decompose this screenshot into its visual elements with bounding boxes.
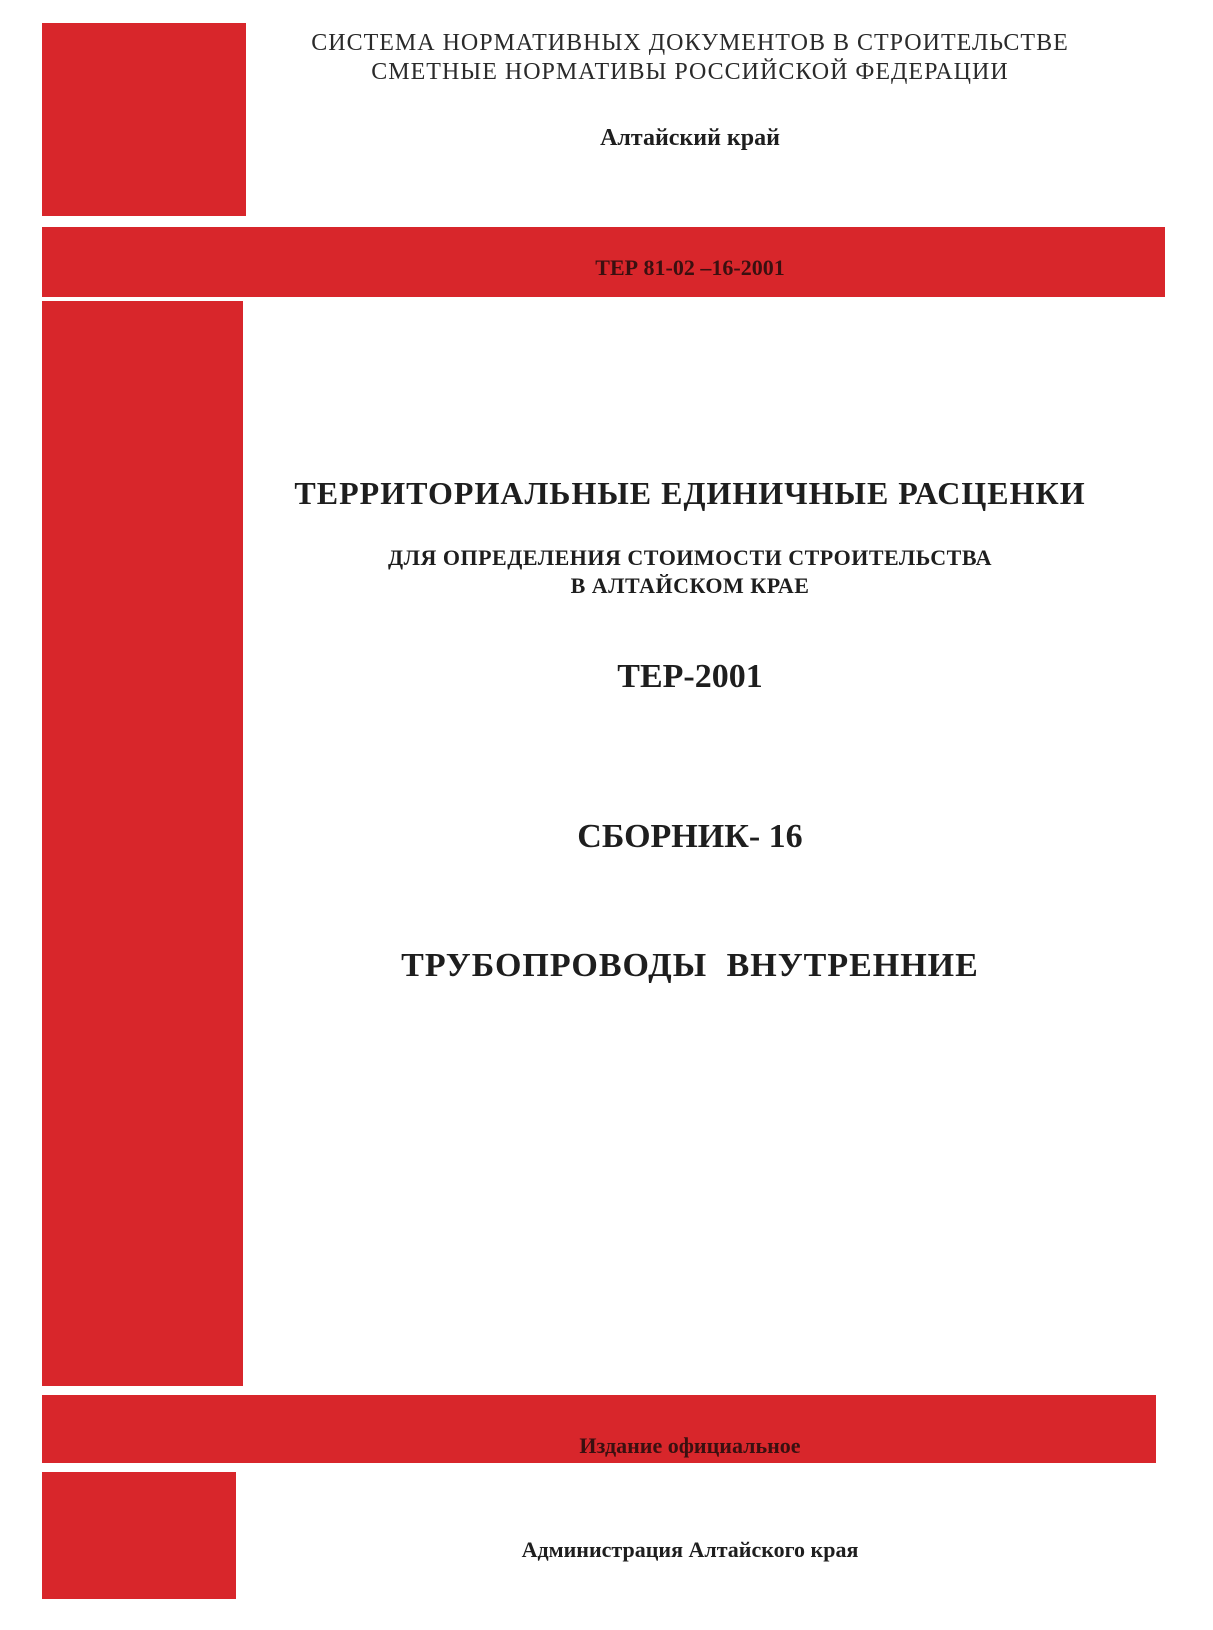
left-red-bar-middle [42, 301, 243, 1386]
region-name: Алтайский край [600, 125, 780, 151]
collection-title: ТРУБОПРОВОДЫ ВНУТРЕННИЕ [401, 947, 979, 984]
edition-label: Издание официальное [579, 1433, 801, 1458]
main-title: ТЕРРИТОРИАЛЬНЫЕ ЕДИНИЧНЫЕ РАСЦЕНКИ [294, 475, 1086, 511]
subtitle-line-2: В АЛТАЙСКОМ КРАЕ [570, 573, 810, 598]
subtitle-line-1: ДЛЯ ОПРЕДЕЛЕНИЯ СТОИМОСТИ СТРОИТЕЛЬСТВА [387, 545, 993, 570]
header-norms-line: СМЕТНЫЕ НОРМАТИВЫ РОССИЙСКОЙ ФЕДЕРАЦИИ [371, 59, 1009, 85]
document-code: ТЕР 81-02 –16-2001 [595, 255, 785, 280]
header-system-line: СИСТЕМА НОРМАТИВНЫХ ДОКУМЕНТОВ В СТРОИТЕЛЬСТВЕ [311, 30, 1069, 56]
collection-number: СБОРНИК- 16 [577, 818, 803, 855]
left-red-bar-top [42, 23, 246, 216]
ter-designation: ТЕР-2001 [617, 658, 763, 695]
left-red-bar-bottom [42, 1472, 236, 1599]
publisher: Администрация Алтайского края [521, 1537, 859, 1562]
